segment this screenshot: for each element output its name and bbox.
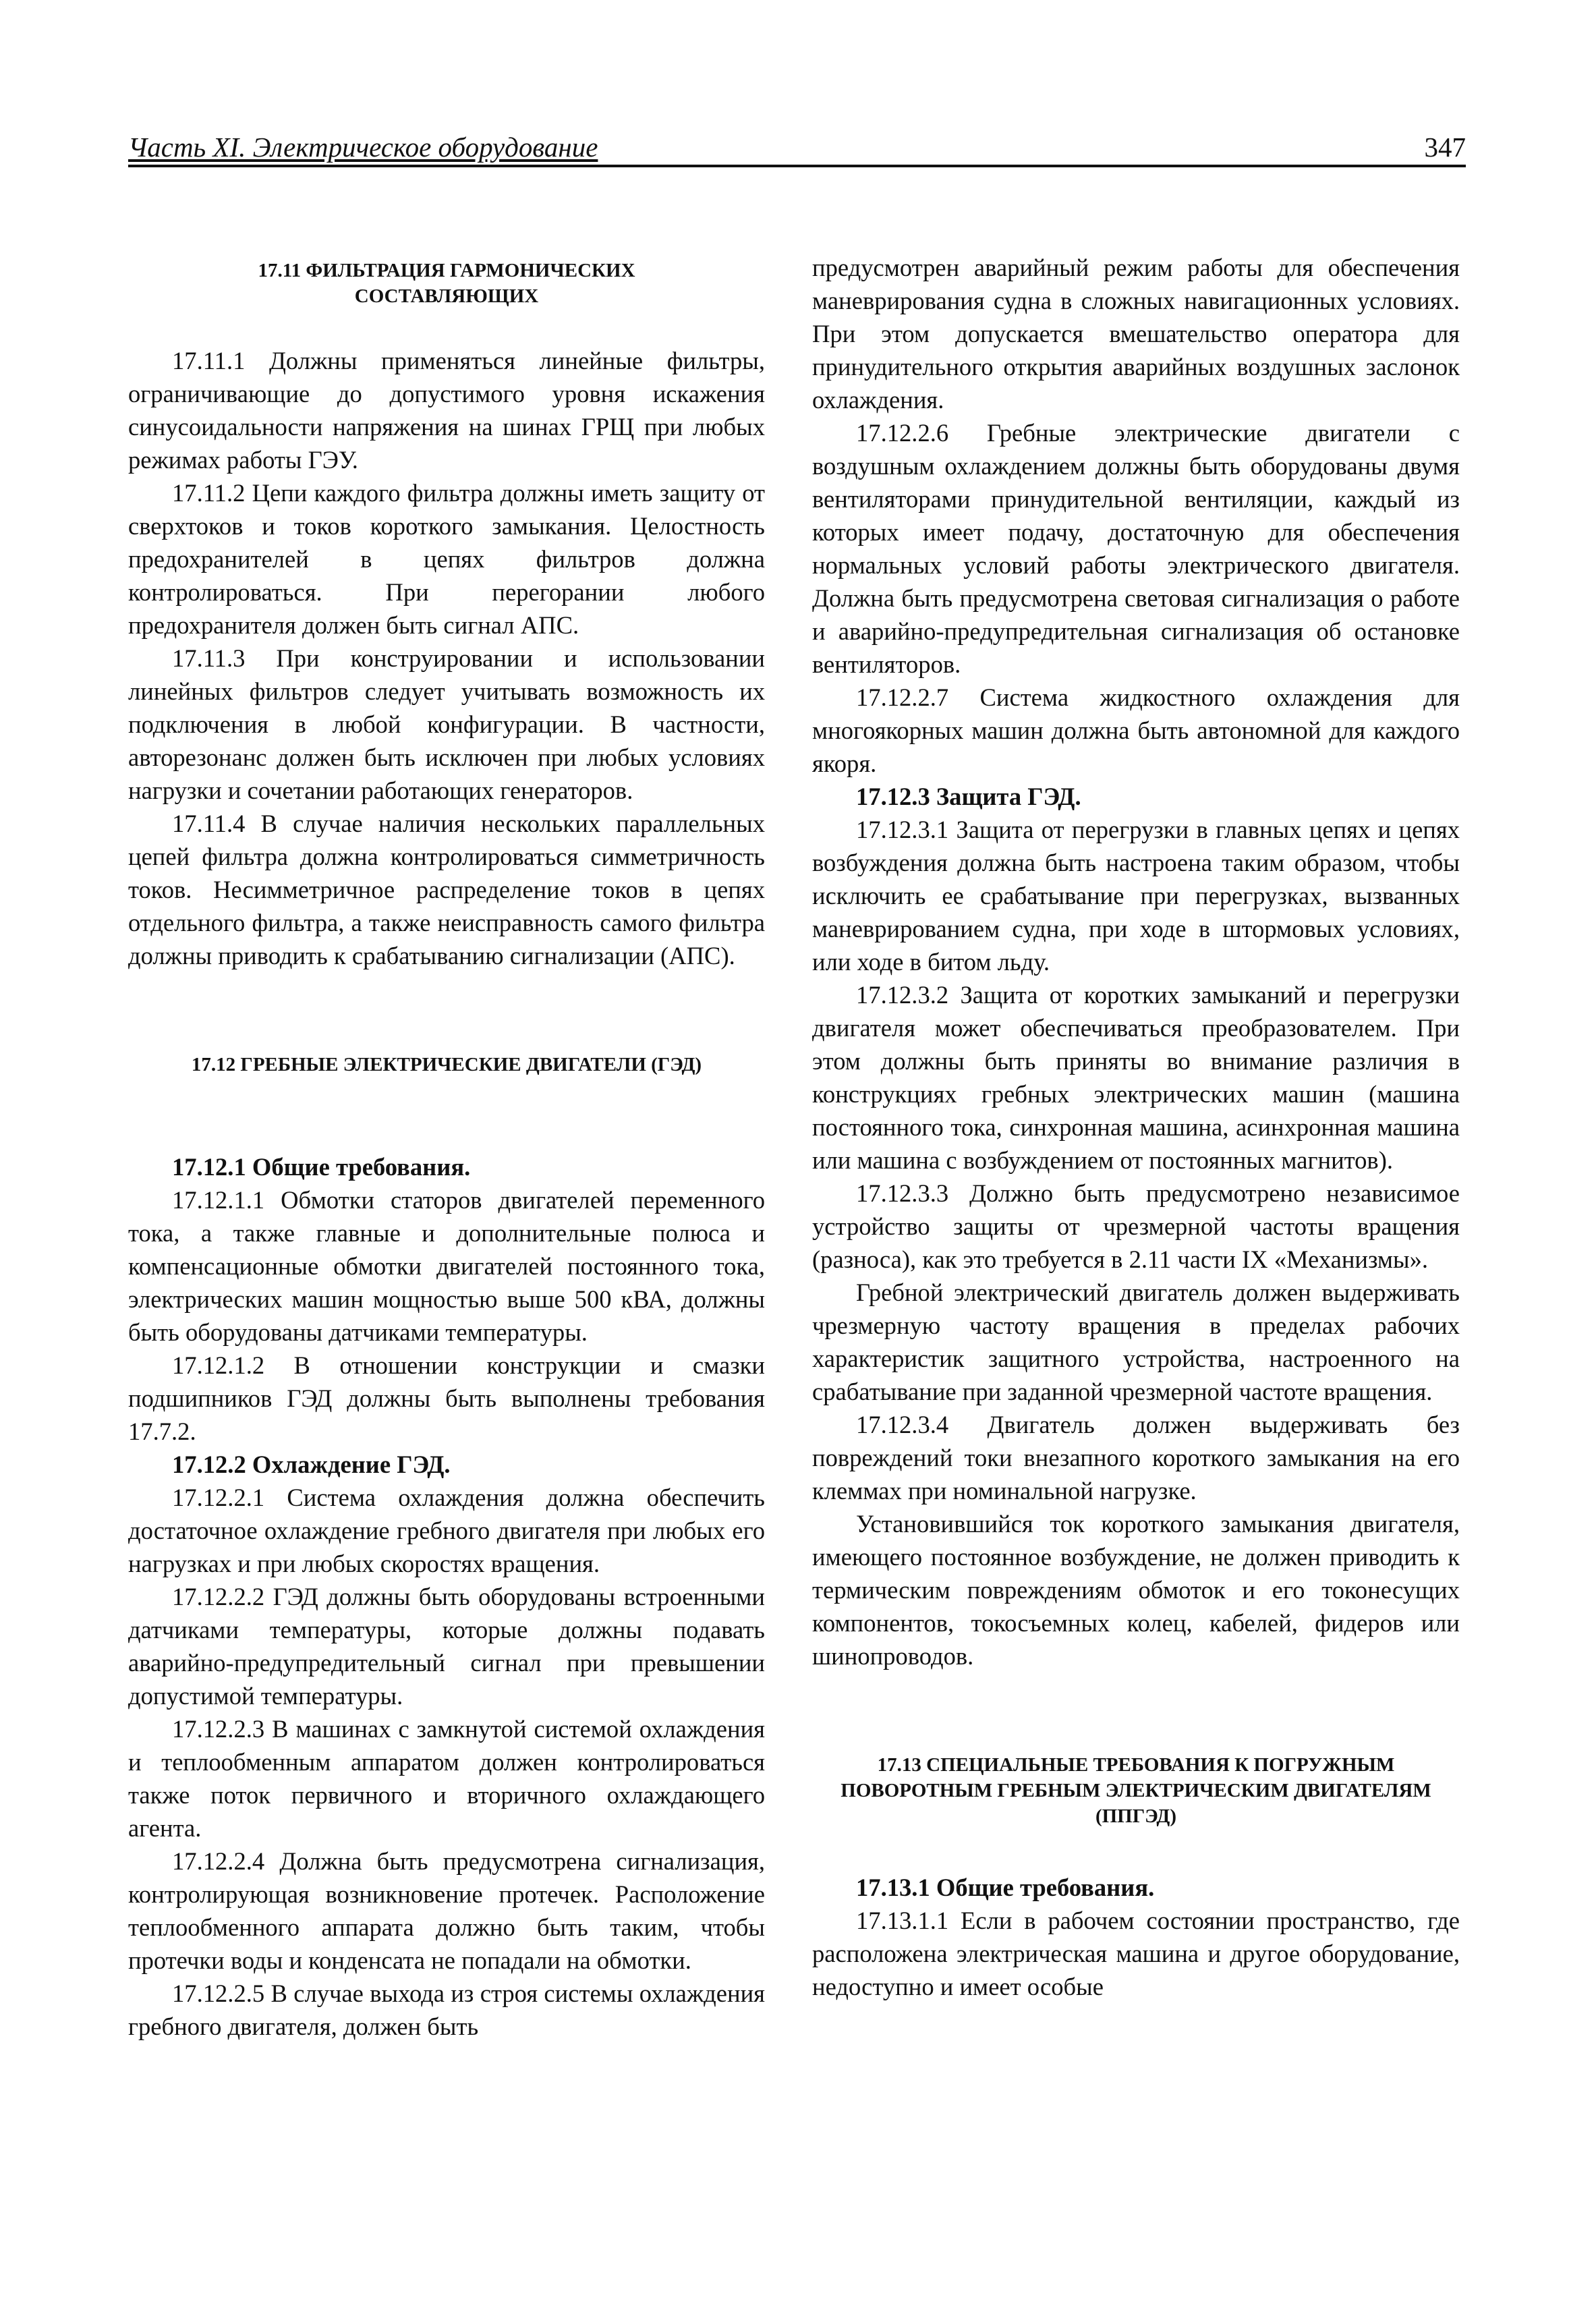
heading-17-12-3: 17.12.3 Защита ГЭД. bbox=[856, 783, 1081, 810]
paragraph-17-12-3-2: 17.12.3.2 Защита от коротких замыканий и перегрузки двигателя может обеспечиваться преобразователем. При этом должны быть приняты во внимание различия в конструкциях гребных электрических машин (машина постоянного тока, синхронная машина, асинхронная машина или машина с возбуждением от постоянных магнитов). bbox=[812, 981, 1460, 1174]
paragraph-propulsion-motor-overspeed: Гребной электрический двигатель должен выдерживать чрезмерную частоту вращения в пределах рабочих характеристик защитного устройства, настроенного на срабатывание при заданной чрезмерной частоте вращения. bbox=[812, 1279, 1460, 1405]
paragraph-17-12-3-3: 17.12.3.3 Должно быть предусмотрено независимое устройство защиты от чрезмерной частоты вращения (разноса), как это требуется в 2.11 части IX «Механизмы». bbox=[812, 1179, 1460, 1273]
left-column bbox=[128, 251, 765, 2043]
right-column bbox=[812, 251, 1460, 2003]
heading-17-12-2: 17.12.2 Охлаждение ГЭД. bbox=[172, 1451, 451, 1478]
running-header-title: Часть XI. Электрическое оборудование bbox=[128, 132, 598, 163]
paragraph-steady-short-circuit: Установившийся ток короткого замыкания двигателя, имеющего постоянное возбуждение, не должен приводить к термическим повреждениям обмоток и его токонесущих компонентов, токосъемных колец, кабелей, фидеров или шинопроводов. bbox=[812, 1510, 1460, 1670]
paragraph-17-11-4: 17.11.4 В случае наличия нескольких параллельных цепей фильтра должна контролироваться симметричность токов. Несимметричное распределение токов в цепях отдельного фильтра, а также неисправность самого фильтра должны приводить к срабатыванию сигнализации (АПС). bbox=[128, 810, 765, 970]
paragraph-17-12-2-6: 17.12.2.6 Гребные электрические двигатели с воздушным охлаждением должны быть оборудованы двумя вентиляторами принудительной вентиляции, каждый из которых имеет подачу, достаточную для обеспечения нормальных условий работы электрического двигателя. Должна быть предусмотрена световая сигнализация о работе и аварийно-предупредительная сигнализация об остановке вентиляторов. bbox=[812, 419, 1460, 678]
section-17-12-title: 17.12 ГРЕБНЫЕ ЭЛЕКТРИЧЕСКИЕ ДВИГАТЕЛИ (ГЭД) bbox=[191, 1054, 702, 1075]
paragraph-17-12-3-1: 17.12.3.1 Защита от перегрузки в главных цепях и цепях возбуждения должна быть настроена таким образом, чтобы исключить ее срабатывание при перегрузках, вызванных маневрированием судна, при ходе в штормовых условиях, или ходе в битом льду. bbox=[812, 816, 1460, 976]
heading-17-12-1: 17.12.1 Общие требования. bbox=[172, 1153, 471, 1181]
paragraph-17-12-2-2: 17.12.2.2 ГЭД должны быть оборудованы встроенными датчиками температуры, которые должны подавать аварийно-предупредительный сигнал при превышении допустимой температуры. bbox=[128, 1583, 765, 1710]
running-header bbox=[128, 127, 1466, 167]
paragraph-17-12-2-5-continued: предусмотрен аварийный режим работы для обеспечения маневрирования судна в сложных навигационных условиях. При этом допускается вмешательство оператора для принудительного открытия аварийных воздушных заслонок охлаждения. bbox=[812, 254, 1460, 414]
paragraph-17-12-1-1: 17.12.1.1 Обмотки статоров двигателей переменного тока, а также главные и дополнительные полюса и компенсационные обмотки двигателей постоянного тока, электрических машин мощностью выше 500 кВА, должны быть оборудованы датчиками температуры. bbox=[128, 1186, 765, 1346]
paragraph-17-13-1-1: 17.13.1.1 Если в рабочем состоянии пространство, где расположена электрическая машина и другое оборудование, недоступно и имеет особые bbox=[812, 1907, 1460, 2000]
paragraph-17-12-3-4: 17.12.3.4 Двигатель должен выдерживать без повреждений токи внезапного короткого замыкания на его клеммах при номинальной нагрузке. bbox=[812, 1411, 1460, 1505]
heading-17-13-1: 17.13.1 Общие требования. bbox=[856, 1874, 1155, 1901]
paragraph-17-11-1: 17.11.1 Должны применяться линейные фильтры, ограничивающие до допустимого уровня искажения синусоидальности напряжения на шинах ГРЩ при любых режимах работы ГЭУ. bbox=[128, 347, 765, 474]
paragraph-17-11-2: 17.11.2 Цепи каждого фильтра должны иметь защиту от сверхтоков и токов короткого замыкания. Целостность предохранителей в цепях фильтров должна контролироваться. При перегорании любого предохранителя должен быть сигнал АПС. bbox=[128, 479, 765, 639]
paragraph-17-12-2-7: 17.12.2.7 Система жидкостного охлаждения для многоякорных машин должна быть автономной для каждого якоря. bbox=[812, 683, 1460, 777]
section-17-13-title: 17.13 СПЕЦИАЛЬНЫЕ ТРЕБОВАНИЯ К ПОГРУЖНЫМ ПОВОРОТНЫМ ГРЕБНЫМ ЭЛЕКТРИЧЕСКИМ ДВИГАТЕЛЯМ (ППГЭД) bbox=[840, 1754, 1431, 1827]
paragraph-17-12-2-1: 17.12.2.1 Система охлаждения должна обеспечить достаточное охлаждение гребного двигателя при любых его нагрузках и при любых скоростях вращения. bbox=[128, 1484, 765, 1577]
paragraph-17-12-1-2: 17.12.1.2 В отношении конструкции и смазки подшипников ГЭД должны быть выполнены требования 17.7.2. bbox=[128, 1351, 765, 1445]
paragraph-17-12-2-3: 17.12.2.3 В машинах с замкнутой системой охлаждения и теплообменным аппаратом должен контролироваться также поток первичного и вторичного охлаждающего агента. bbox=[128, 1715, 765, 1842]
section-17-11-title: 17.11 ФИЛЬТРАЦИЯ ГАРМОНИЧЕСКИХ СОСТАВЛЯЮЩИХ bbox=[258, 260, 635, 307]
paragraph-17-12-2-4: 17.12.2.4 Должна быть предусмотрена сигнализация, контролирующая возникновение протечек. Расположение теплообменного аппарата должно быть таким, чтобы протечки воды и конденсата не попадали на обмотки. bbox=[128, 1847, 765, 1974]
paragraph-17-11-3: 17.11.3 При конструировании и использовании линейных фильтров следует учитывать возможность их подключения в любой конфигурации. В частности, авторезонанс должен быть исключен при любых условиях нагрузки и сочетании работающих генераторов. bbox=[128, 644, 765, 804]
page-number: 347 bbox=[1424, 132, 1466, 163]
paragraph-17-12-2-5: 17.12.2.5 В случае выхода из строя системы охлаждения гребного двигателя, должен быть bbox=[128, 1979, 765, 2040]
